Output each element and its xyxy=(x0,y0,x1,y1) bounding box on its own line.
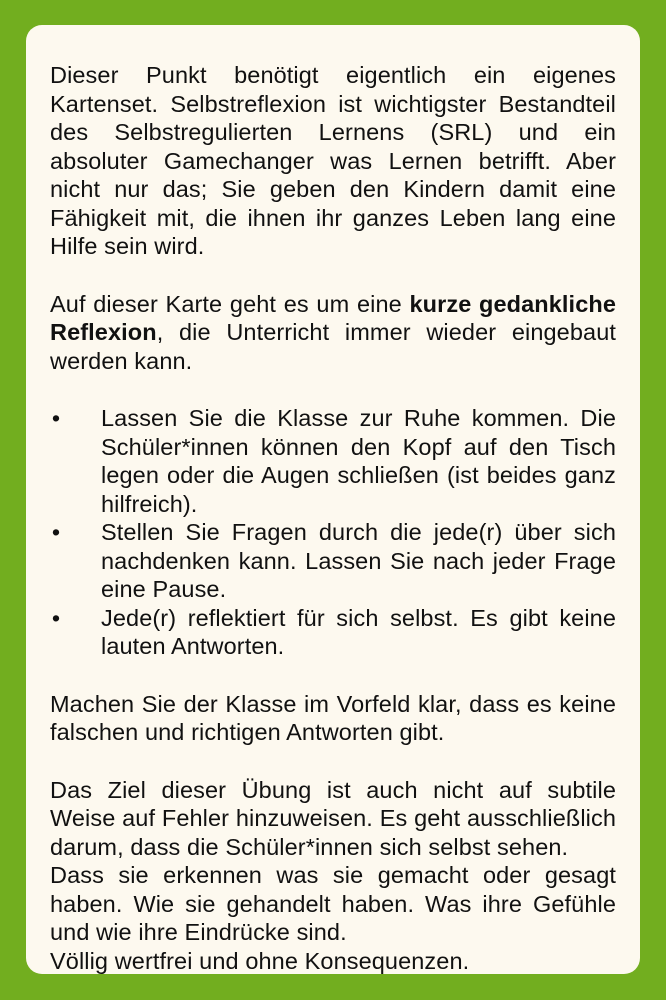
list-item-text: Lassen Sie die Klasse zur Ruhe kommen. Die Schüler*innen können den Kopf auf den Tisch legen oder die Augen schließen (ist beides ganz hilfreich). xyxy=(101,405,616,517)
paragraph-intro: Dieser Punkt benötigt eigentlich ein eigenes Kartenset. Selbstreflexion ist wichtigster Bestandteil des Selbstregulierten Lernens (SRL) und ein absoluter Gamechanger was Lernen betrifft. Aber nicht nur das; Sie geben den Kindern damit eine Fähigkeit mit, die ihnen ihr ganzes Leben lang eine Hilfe sein wird. xyxy=(50,62,616,259)
list-item xyxy=(50,604,616,661)
bullet-icon: • xyxy=(51,405,61,431)
bullet-icon: • xyxy=(51,604,61,631)
bullet-icon: • xyxy=(51,519,61,545)
paragraph-topic xyxy=(50,290,616,376)
paragraph-goal-1: Das Ziel dieser Übung ist auch nicht auf subtile Weise auf Fehler hinzuweisen. Es geht ausschließlich darum, dass die Schüler*innen sich selbst sehen. xyxy=(50,776,616,860)
list-item xyxy=(50,518,616,604)
bullet-list xyxy=(50,404,616,661)
paragraph-goal-2: Dass sie erkennen was sie gemacht oder gesagt haben. Wie sie gehandelt haben. Was ihre Gefühle und wie ihre Eindrücke sind. xyxy=(50,862,616,945)
list-item-text: Stellen Sie Fragen durch die jede(r) über sich nachdenken kann. Lassen Sie nach jeder Frage eine Pause. xyxy=(101,519,616,602)
list-item xyxy=(50,404,616,518)
list-item-text: Jede(r) reflektiert für sich selbst. Es gibt keine lauten Antworten. xyxy=(101,604,616,659)
topic-text-bold: kurze gedankliche Reflexion xyxy=(50,290,616,345)
paragraph-goal-3: Völlig wertfrei und ohne Konsequenzen. xyxy=(50,947,470,974)
topic-text-before: Auf dieser Karte geht es um eine xyxy=(50,290,410,317)
info-card xyxy=(26,25,640,974)
paragraph-no-wrong-answers: Machen Sie der Klasse im Vorfeld klar, dass es keine falschen und richtigen Antworten gibt. xyxy=(50,690,616,745)
topic-text-after: , die Unterricht immer wieder eingebaut werden kann. xyxy=(50,319,616,374)
